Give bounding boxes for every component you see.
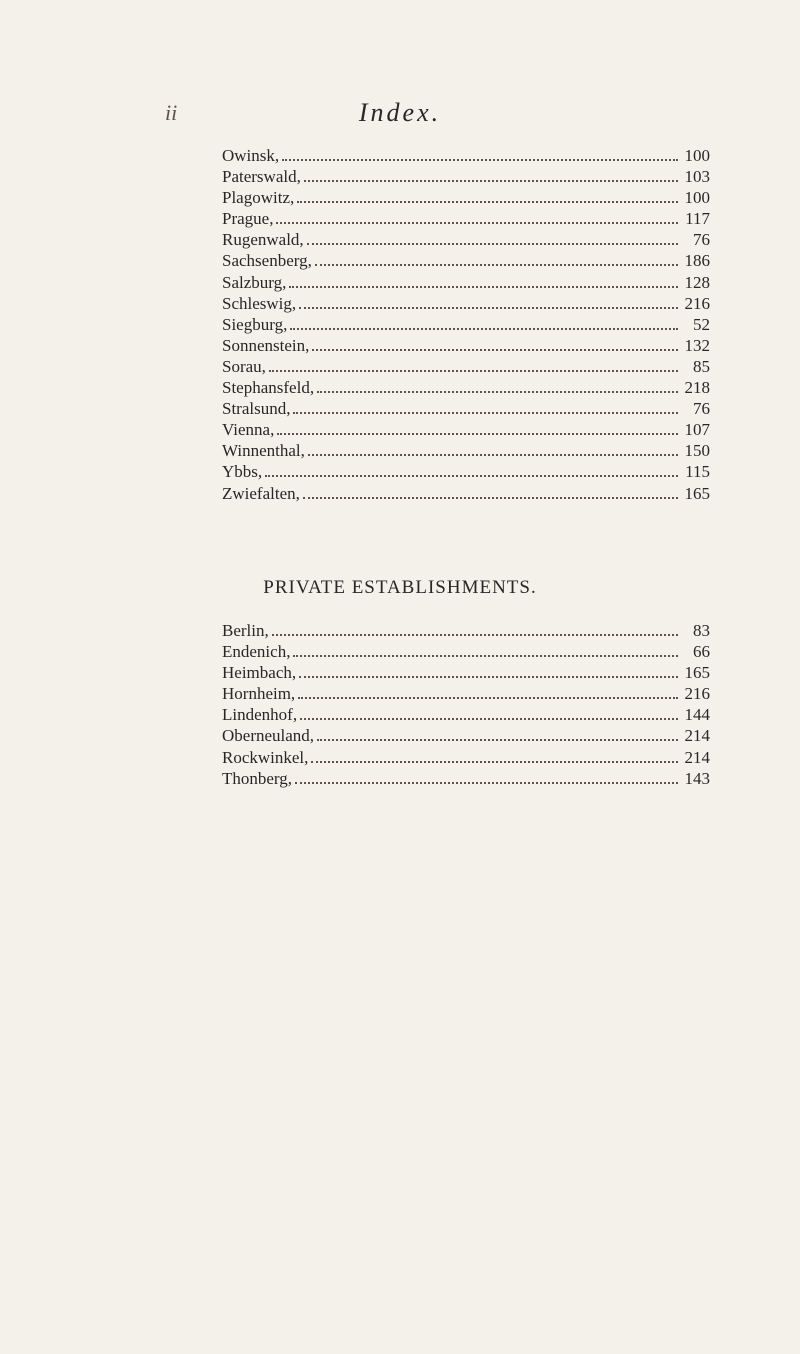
entry-name: Salzburg,	[222, 272, 287, 292]
dot-leader	[272, 634, 678, 636]
index-entry	[222, 662, 710, 683]
entry-name: Rockwinkel,	[222, 747, 309, 767]
entry-name: Sorau,	[222, 356, 266, 376]
entry-name: Plagowitz,	[222, 188, 295, 208]
entry-name: Vienna,	[222, 420, 275, 440]
index-entry	[222, 620, 710, 641]
entry-name: Winnenthal,	[222, 441, 305, 461]
index-entry	[222, 250, 710, 271]
dot-leader	[298, 697, 678, 699]
dot-leader	[297, 201, 678, 203]
dot-leader	[315, 264, 678, 266]
dot-leader	[307, 243, 678, 245]
entry-page: 117	[685, 209, 710, 229]
entry-name: Sonnenstein,	[222, 335, 310, 355]
entry-name: Berlin,	[222, 621, 269, 640]
dot-leader	[299, 307, 678, 309]
index-entry	[222, 314, 710, 335]
dot-leader	[293, 412, 678, 414]
dot-leader	[277, 433, 678, 435]
entry-name: Endenich,	[222, 642, 291, 662]
dot-leader	[269, 370, 678, 372]
entry-name: Zwiefalten,	[222, 483, 300, 503]
dot-leader	[317, 391, 678, 393]
entry-name: Stephansfeld,	[222, 378, 315, 398]
index-entry	[222, 335, 710, 356]
entry-page: 85	[693, 356, 710, 376]
index-entry	[222, 229, 710, 250]
dot-leader	[295, 782, 678, 784]
entry-page: 165	[684, 483, 710, 503]
entry-page: 66	[693, 642, 710, 662]
entry-page: 100	[684, 146, 710, 165]
dot-leader	[317, 739, 678, 741]
page-number: ii	[165, 100, 178, 125]
dot-leader	[304, 180, 678, 182]
index-entry	[222, 293, 710, 314]
entry-page: 76	[693, 230, 710, 250]
index-entry	[222, 419, 710, 440]
dot-leader	[299, 676, 678, 678]
dot-leader	[303, 497, 678, 499]
index-entry	[222, 683, 710, 704]
index-entry	[222, 208, 710, 229]
index-entry	[222, 704, 710, 725]
dot-leader	[276, 222, 678, 224]
entry-name: Thonberg,	[222, 768, 293, 788]
dot-leader	[282, 159, 678, 161]
entry-page: 52	[693, 314, 710, 334]
index-entry	[222, 272, 710, 293]
index-entry	[222, 461, 710, 482]
entry-page: 100	[684, 188, 710, 208]
section-heading: PRIVATE ESTABLISHMENTS.	[263, 577, 537, 598]
dot-leader	[312, 349, 678, 351]
index-entry	[222, 398, 710, 419]
entry-name: Prague,	[222, 209, 274, 229]
entry-page: 132	[684, 335, 710, 355]
entry-page: 143	[684, 768, 710, 788]
private-index-list	[222, 620, 710, 789]
dot-leader	[311, 761, 678, 763]
entry-page: 144	[684, 705, 710, 725]
entry-name: Lindenhof,	[222, 705, 298, 725]
index-entry	[222, 747, 710, 768]
entry-page: 214	[684, 726, 710, 746]
index-entry	[222, 187, 710, 208]
entry-name: Schleswig,	[222, 293, 297, 313]
entry-name: Rugenwald,	[222, 230, 304, 250]
dot-leader	[300, 718, 678, 720]
entry-page: 218	[684, 378, 710, 398]
index-entry	[222, 356, 710, 377]
public-index-list	[222, 145, 710, 504]
page-title: Index.	[358, 98, 442, 127]
dot-leader	[289, 286, 678, 288]
index-entry	[222, 768, 710, 789]
entry-name: Sachsenberg,	[222, 251, 312, 271]
entry-page: 76	[693, 399, 710, 419]
dot-leader	[293, 655, 678, 657]
entry-page: 216	[684, 684, 710, 704]
entry-name: Oberneuland,	[222, 726, 315, 746]
dot-leader	[308, 454, 678, 456]
entry-page: 214	[684, 747, 710, 767]
entry-page: 165	[684, 663, 710, 683]
entry-name: Siegburg,	[222, 314, 288, 334]
entry-page: 115	[685, 462, 710, 482]
entry-name: Stralsund,	[222, 399, 291, 419]
entry-name: Hornheim,	[222, 684, 296, 704]
entry-page: 107	[684, 420, 710, 440]
entry-page: 186	[684, 251, 710, 271]
entry-name: Heimbach,	[222, 663, 297, 683]
index-entry	[222, 641, 710, 662]
entry-page: 216	[684, 293, 710, 313]
entry-name: Paterswald,	[222, 167, 301, 187]
index-entry	[222, 725, 710, 746]
index-entry	[222, 377, 710, 398]
dot-leader	[265, 475, 678, 477]
entry-page: 103	[684, 167, 710, 187]
index-entry	[222, 440, 710, 461]
dot-leader	[290, 328, 678, 330]
index-entry	[222, 145, 710, 166]
entry-page: 128	[684, 272, 710, 292]
entry-page: 150	[684, 441, 710, 461]
index-entry	[222, 166, 710, 187]
entry-name: Owinsk,	[222, 146, 280, 165]
index-entry	[222, 483, 710, 504]
entry-page: 83	[693, 621, 710, 640]
entry-name: Ybbs,	[222, 462, 263, 482]
